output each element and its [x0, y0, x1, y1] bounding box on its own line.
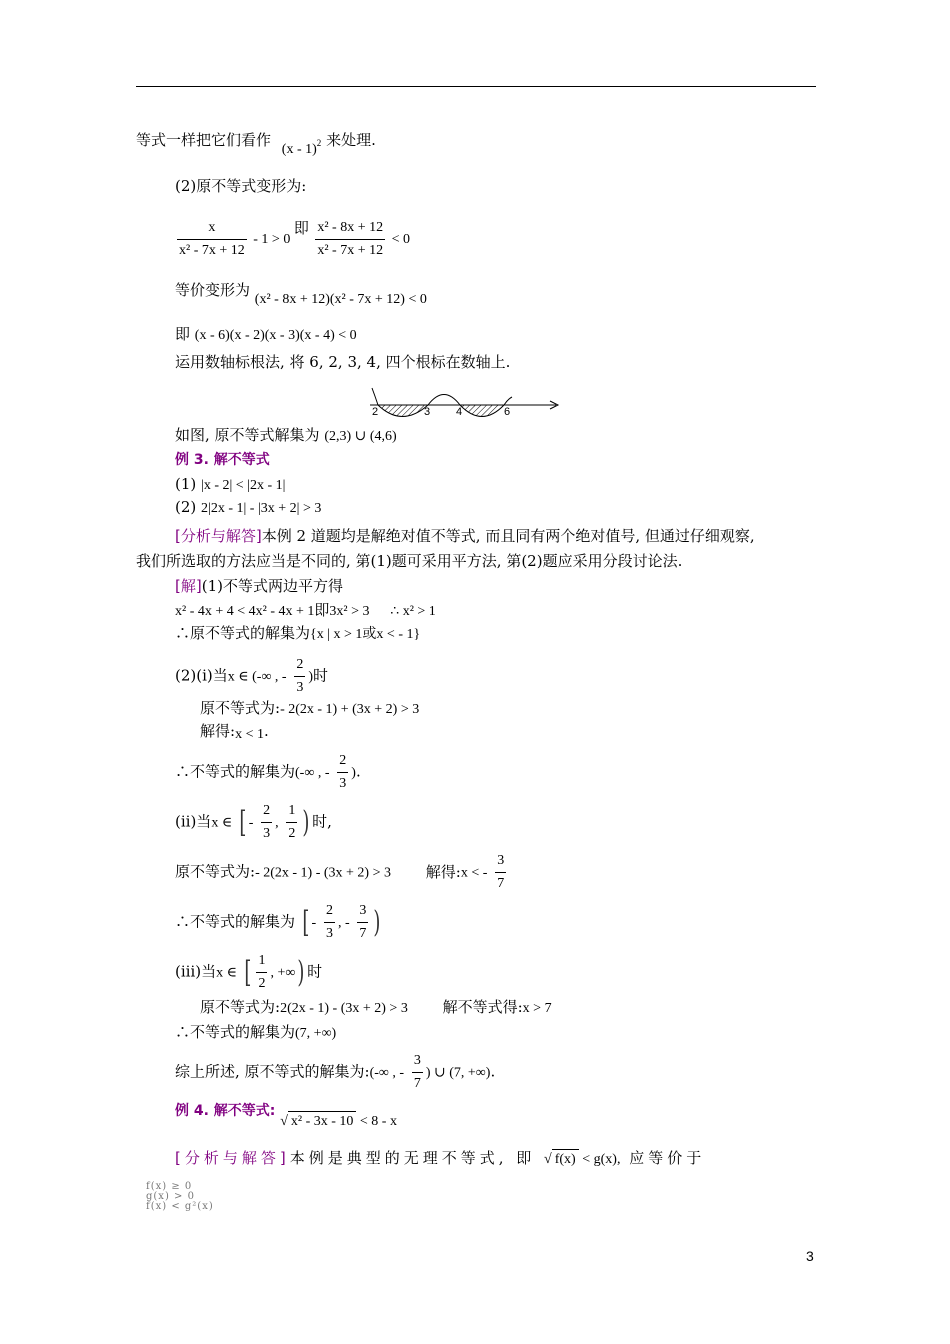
text-line: ∴不等式的解集为 [ - $\frac{2}{3}$ , - $\frac{3}{7}$ ) [175, 900, 383, 945]
text-line: (2)原不等式变形为: [175, 177, 307, 195]
system-of-inequalities: f(x) ≥ 0 g(x) > 0 f(x) < g²(x) [146, 1181, 214, 1212]
text-line: (2) 2|2x - 1| - |3x + 2| > 3 [175, 498, 322, 516]
fraction: $\frac{2}{3}$ [294, 654, 305, 699]
fraction: $\frac{3}{7}$ [412, 1050, 423, 1095]
text-line: [解](1)不等式两边平方得 [175, 577, 343, 595]
text: 来处理. [326, 131, 376, 149]
example-heading: 例 4. 解不等式: √ x² - 3x - 10 < 8 - x [175, 1100, 397, 1122]
text-line: 原不等式为:2(2x - 1) - (3x + 2) > 3 解不等式得:x > 7 [200, 998, 552, 1016]
text-line: ∴不等式的解集为(7, +∞) [175, 1023, 337, 1041]
fraction: $\frac{x}{\text{x² - 7x + 12}}$ [177, 217, 247, 262]
math-expr: (x - 1)$^2$ [281, 138, 322, 157]
text-line: [分析与解答]本例 2 道题均是解绝对值不等式, 而且同有两个绝对值号, 但通过仔细观察, [175, 527, 755, 545]
root-label: 3 [424, 406, 431, 418]
text-line: 我们所选取的方法应当是不同的, 第(1)题可采用平方法, 第(2)题应采用分段讨论法. [136, 552, 683, 570]
header-rule [136, 86, 816, 87]
number-line-figure [366, 384, 566, 420]
fraction: $\frac{1}{2}$ [286, 800, 297, 845]
text-line: 运用数轴标根法, 将 6, 2, 3, 4, 四个根标在数轴上. [175, 353, 511, 371]
text-line: (ⅱ)当x ∈ [ - $\frac{2}{3}$ , $\frac{1}{2}$ ) 时, [175, 800, 332, 845]
root-label: 6 [504, 406, 511, 418]
text-line: x² - 4x + 4 < 4x² - 4x + 1即3x² > 3 ∴ x² > 1 [175, 601, 436, 619]
text-line: (ⅲ)当x ∈ [ $\frac{1}{2}$ , +∞) 时 [175, 950, 322, 995]
root-label: 4 [456, 406, 463, 418]
text-line: [分析与解答]本例是典型的无理不等式, 即 √ f(x) < g(x), 应等价于 [175, 1148, 705, 1170]
fraction: $\frac{\text{x² - 8x + 12}}{\text{x² - 7x + 12}}$ [315, 217, 385, 262]
text-line: 解得:x < 1. [200, 722, 269, 742]
text-line: (1) |x - 2| < |2x - 1| [175, 475, 286, 493]
text-line: ∴不等式的解集为(-∞ , - $\frac{2}{3}$ ). [175, 750, 361, 795]
fraction: $\frac{1}{2}$ [256, 950, 267, 995]
text-line: ∴原不等式的解集为{x | x > 1或x < - 1} [175, 624, 421, 642]
text-line: (2)(ⅰ)当x ∈ (-∞ , - $\frac{2}{3}$ )时 [175, 654, 328, 699]
fraction: $\frac{3}{7}$ [495, 850, 506, 895]
text-line: 等价变形为 (x² - 8x + 12)(x² - 7x + 12) < 0 [175, 281, 427, 307]
fraction: $\frac{2}{3}$ [337, 750, 348, 795]
text-line: 原不等式为:- 2(2x - 1) - (3x + 2) > 3 解得:x < - $\frac{3}{7}$ [175, 850, 509, 895]
fraction-line: $\frac{x}{\text{x² - 7x + 12}}$ - 1 > 0 即 $\frac{\text{x² - 8x + 12}}{\text{x² - 7x + 12}}$ < 0 [174, 216, 410, 262]
text-line: 如图, 原不等式解集为 (2,3) ∪ (4,6) [175, 426, 397, 444]
fraction: $\frac{3}{7}$ [357, 900, 368, 945]
text-line [136, 130, 376, 157]
example-heading: 例 3. 解不等式 [175, 452, 270, 468]
fraction: $\frac{2}{3}$ [324, 900, 335, 945]
root-label: 2 [372, 406, 379, 418]
text: 等式一样把它们看作 [136, 131, 272, 149]
fraction: $\frac{2}{3}$ [261, 800, 272, 845]
text-line: 原不等式为:- 2(2x - 1) + (3x + 2) > 3 [200, 699, 420, 717]
text-line: 即 (x - 6)(x - 2)(x - 3)(x - 4) < 0 [175, 325, 357, 343]
page-number: 3 [806, 1248, 814, 1264]
text-line: 综上所述, 原不等式的解集为:(-∞ , - $\frac{3}{7}$ ) ∪ (7, +∞). [175, 1050, 495, 1095]
